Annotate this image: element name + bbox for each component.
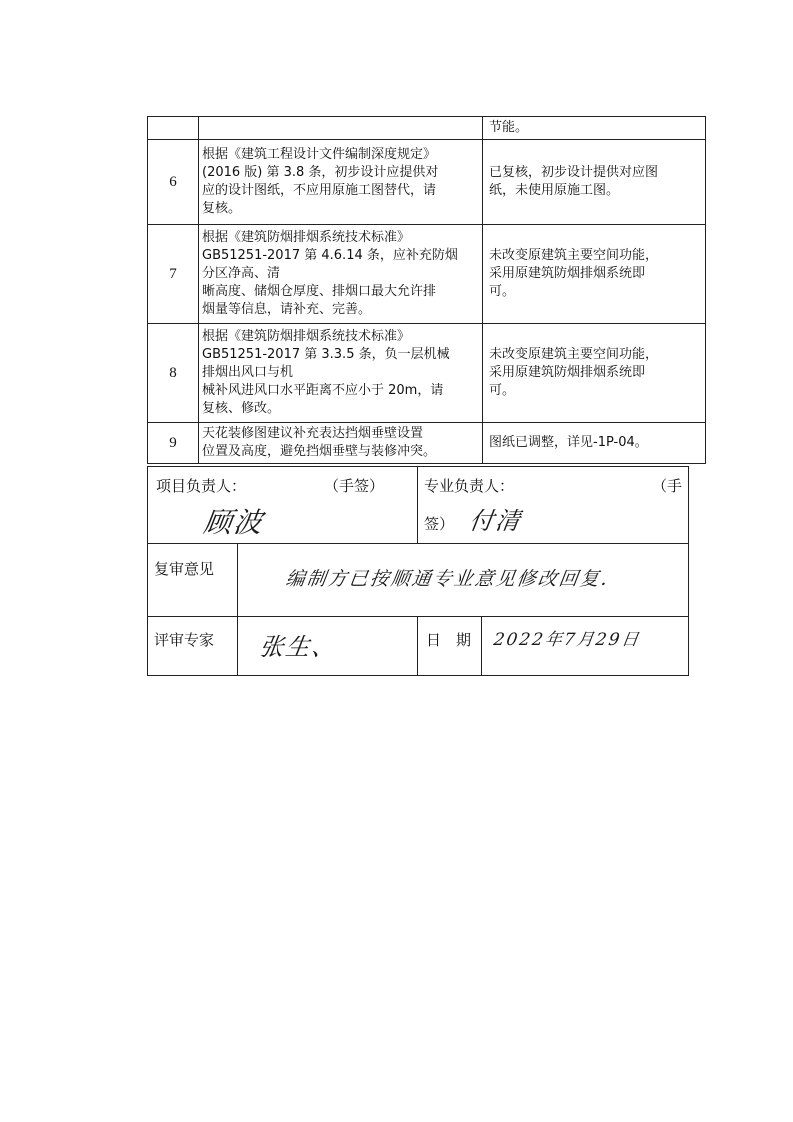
response-text: 未改变原建筑主要空间功能， [489,347,659,362]
response-cell [483,423,706,464]
project-lead-note: （手签） [324,479,385,495]
issue-text: 械补风进风口水平距离不应小于 20m，请 [202,383,444,398]
issue-text: 天花装修图建议补充表达挡烟垂壁设置 [202,426,424,441]
specialty-lead-cell [418,467,689,544]
review-opinion-cell [238,544,689,617]
table-row [148,225,706,324]
expert-label-cell [148,617,238,676]
project-lead-signature: 顾波 [201,506,267,539]
row-number-cell [148,117,199,140]
issue-text: 烟量等信息，请补充、完善。 [202,302,372,317]
specialty-lead-note-a: （手 [651,479,682,495]
issue-text: GB51251-2017 第 4.6.14 条，应补充防烟 [202,248,458,263]
issue-text: 根据《建筑防烟排烟系统技术标准》 [202,230,411,245]
review-comments-table [147,116,706,464]
response-text: 采用原建筑防烟排烟系统即 [489,266,646,281]
review-opinion-label: 复审意见 [154,562,215,578]
row-number: 6 [148,140,199,225]
issue-text: 应的设计图纸，不应用原施工图替代，请 [202,183,437,198]
table-row-continuation [148,117,706,140]
response-text: 节能。 [489,120,529,135]
row-number: 8 [148,324,199,423]
expert-signature-cell [238,617,418,676]
response-text: 未改变原建筑主要空间功能， [489,248,659,263]
response-text: 已复核，初步设计提供对应图 [489,165,659,180]
project-lead-cell [148,467,418,544]
table-row [148,423,706,464]
expert-label: 评审专家 [154,633,215,649]
date-label-cell [418,617,482,676]
issue-text: 排烟出风口与机 [202,365,294,380]
issue-text: 位置及高度，避免挡烟垂壁与装修冲突。 [202,444,437,459]
signoff-row-expert [148,617,689,676]
response-text: 图纸已调整，详见-1P-04。 [489,435,648,450]
signoff-row-opinion [148,544,689,617]
issue-cell [199,225,483,324]
issue-text: 根据《建筑防烟排烟系统技术标准》 [202,329,411,344]
issue-text: 复核、修改。 [202,401,281,416]
response-cell [483,225,706,324]
date-value-cell [482,617,689,676]
row-number: 9 [148,423,199,464]
issue-text: 复核。 [202,201,242,216]
issue-text: GB51251-2017 第 3.3.5 条，负一层机械 [202,347,450,362]
specialty-lead-signature: 付清 [467,507,524,535]
row-number: 7 [148,225,199,324]
project-lead-label: 项目负责人： [156,479,247,495]
review-opinion-text: 编制方已按顺通专业意见修改回复． [284,568,624,590]
signoff-row-leads [148,467,689,544]
specialty-lead-note-b: 签） [424,517,455,533]
issue-cell [199,117,483,140]
response-cell [483,324,706,423]
date-label: 日 期 [426,633,472,649]
specialty-lead-label: 专业负责人： [424,479,515,495]
issue-text: 晰高度、储烟仓厚度、排烟口最大允许排 [202,284,437,299]
issue-text: 分区净高、清 [202,266,281,281]
response-text: 可。 [489,383,516,398]
table-row [148,140,706,225]
table-row [148,324,706,423]
signoff-table [147,466,689,676]
date-value: 2022年7月29日 [492,630,642,650]
issue-cell [199,423,483,464]
response-text: 纸，未使用原施工图。 [489,183,620,198]
issue-cell [199,324,483,423]
issue-cell [199,140,483,225]
issue-text: (2016 版) 第 3.8 条，初步设计应提供对 [202,165,439,180]
response-text: 采用原建筑防烟排烟系统即 [489,365,646,380]
response-cell [483,117,706,140]
response-cell [483,140,706,225]
review-opinion-label-cell [148,544,238,617]
response-text: 可。 [489,284,516,299]
expert-signature: 张生、 [257,633,340,661]
issue-text: 根据《建筑工程设计文件编制深度规定》 [202,147,437,162]
